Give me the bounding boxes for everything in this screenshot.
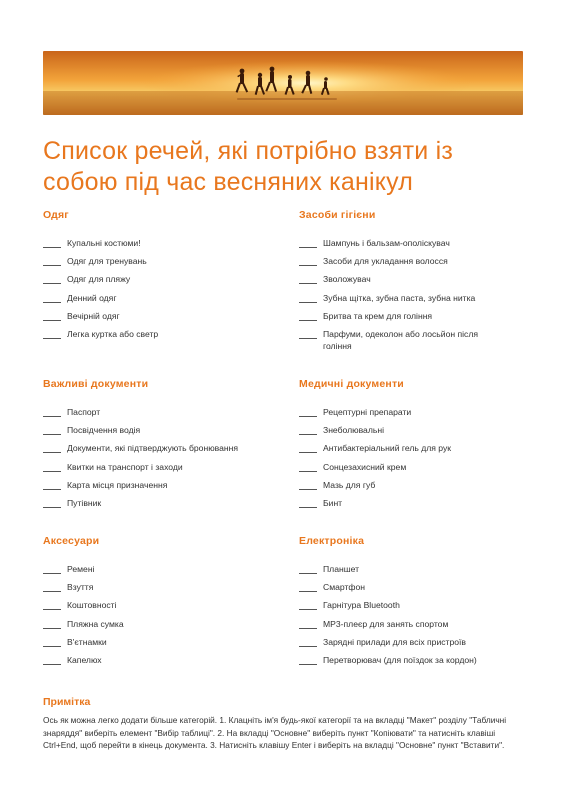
checkbox-line[interactable] <box>43 320 61 321</box>
list-item: Рецептурні препарати <box>299 403 519 421</box>
section-clothing <box>43 209 293 343</box>
checkbox-line[interactable] <box>43 664 61 665</box>
section-heading: Одяг <box>43 209 69 221</box>
checkbox-line[interactable] <box>43 338 61 339</box>
list-item: Купальні костюми! <box>43 234 293 252</box>
list-item: Планшет <box>299 560 521 578</box>
checkbox-line[interactable] <box>43 628 61 629</box>
list-item: Знеболювальні <box>299 421 519 439</box>
checkbox-line[interactable] <box>299 609 317 610</box>
list-item: Парфуми, одеколон або лосьйон після гоління <box>299 325 499 355</box>
note-text: Ось як можна легко додати більше категорій. 1. Клацніть ім'я будь-якої категорії та на вкладці "Макет" розділу "Табличні знаряддя" виберіть елемент "Вибір таблиці". 2. На вкладці "Основне" виберіть пункт "Копіювати" та натисніть клавіші Ctrl+End, щоб перейти в кінець документа. 3. Натисніть клавішу Enter і виберіть на вкладці "Основне" пункт "Вставити". <box>43 715 507 750</box>
checkbox-line[interactable] <box>299 338 317 339</box>
list-item: Ремені <box>43 560 293 578</box>
list-item: Паспорт <box>43 403 293 421</box>
checkbox-line[interactable] <box>299 452 317 453</box>
note-heading: Примітка <box>43 696 91 708</box>
checkbox-line[interactable] <box>43 434 61 435</box>
checkbox-line[interactable] <box>299 507 317 508</box>
list-item: Шампунь і бальзам-ополіскувач <box>299 234 499 252</box>
list-item: Мазь для губ <box>299 476 519 494</box>
list-item: Одяг для пляжу <box>43 270 293 288</box>
section-heading: Аксесуари <box>43 535 100 547</box>
checkbox-line[interactable] <box>299 416 317 417</box>
list-item: Пляжна сумка <box>43 615 293 633</box>
sunset-beach-icon <box>43 51 523 115</box>
section-electronics <box>299 535 521 669</box>
list-item: Бритва та крем для гоління <box>299 307 499 325</box>
list-item: Смартфон <box>299 578 521 596</box>
section-heading: Важливі документи <box>43 378 149 390</box>
checkbox-line[interactable] <box>299 247 317 248</box>
section-hygiene <box>299 209 499 355</box>
section-heading: Медичні документи <box>299 378 404 390</box>
section-accessories <box>43 535 293 669</box>
checkbox-line[interactable] <box>43 452 61 453</box>
checkbox-line[interactable] <box>43 489 61 490</box>
checkbox-line[interactable] <box>43 646 61 647</box>
checkbox-line[interactable] <box>299 265 317 266</box>
checkbox-line[interactable] <box>299 646 317 647</box>
list-item: Путівник <box>43 494 293 512</box>
checkbox-line[interactable] <box>299 591 317 592</box>
checkbox-line[interactable] <box>299 489 317 490</box>
checkbox-line[interactable] <box>299 664 317 665</box>
banner-image <box>43 51 523 115</box>
checkbox-line[interactable] <box>43 265 61 266</box>
list-item: Одяг для тренувань <box>43 252 293 270</box>
list-item: Перетворювач (для поїздок за кордон) <box>299 651 521 669</box>
list-item: Взуття <box>43 578 293 596</box>
list-item: Документи, які підтверджують бронювання <box>43 439 293 457</box>
list-item: Засоби для укладання волосся <box>299 252 499 270</box>
checkbox-line[interactable] <box>43 471 61 472</box>
list-item: Карта місця призначення <box>43 476 293 494</box>
list-item: Бинт <box>299 494 519 512</box>
checkbox-line[interactable] <box>299 471 317 472</box>
list-item: Зволожувач <box>299 270 499 288</box>
checkbox-line[interactable] <box>43 302 61 303</box>
list-item: Гарнітура Bluetooth <box>299 596 521 614</box>
checkbox-line[interactable] <box>43 609 61 610</box>
checkbox-line[interactable] <box>43 507 61 508</box>
checkbox-line[interactable] <box>299 434 317 435</box>
list-item: Квитки на транспорт і заходи <box>43 458 293 476</box>
checkbox-line[interactable] <box>299 283 317 284</box>
list-item: Антибактеріальний гель для рук <box>299 439 519 457</box>
list-item: MP3-плеєр для занять спортом <box>299 615 521 633</box>
section-heading: Засоби гігієни <box>299 209 376 221</box>
checkbox-line[interactable] <box>299 302 317 303</box>
checkbox-line[interactable] <box>43 573 61 574</box>
list-item: Денний одяг <box>43 289 293 307</box>
section-medical <box>299 378 519 512</box>
list-item: Зарядні прилади для всіх пристроїв <box>299 633 521 651</box>
section-heading: Електроніка <box>299 535 365 547</box>
checkbox-line[interactable] <box>43 247 61 248</box>
checkbox-line[interactable] <box>43 283 61 284</box>
section-documents <box>43 378 293 512</box>
checkbox-line[interactable] <box>43 591 61 592</box>
list-item: Легка куртка або светр <box>43 325 293 343</box>
checkbox-line[interactable] <box>299 628 317 629</box>
list-item: Капелюх <box>43 651 293 669</box>
list-item: Коштовності <box>43 596 293 614</box>
checkbox-line[interactable] <box>299 320 317 321</box>
checkbox-line[interactable] <box>299 573 317 574</box>
list-item: Посвідчення водія <box>43 421 293 439</box>
list-item: Вечірній одяг <box>43 307 293 325</box>
checkbox-line[interactable] <box>43 416 61 417</box>
list-item: Сонцезахисний крем <box>299 458 519 476</box>
page-title: Список речей, які потрібно взяти із собою під час весняних канікул <box>43 137 454 196</box>
list-item: Зубна щітка, зубна паста, зубна нитка <box>299 289 499 307</box>
list-item: В'єтнамки <box>43 633 293 651</box>
